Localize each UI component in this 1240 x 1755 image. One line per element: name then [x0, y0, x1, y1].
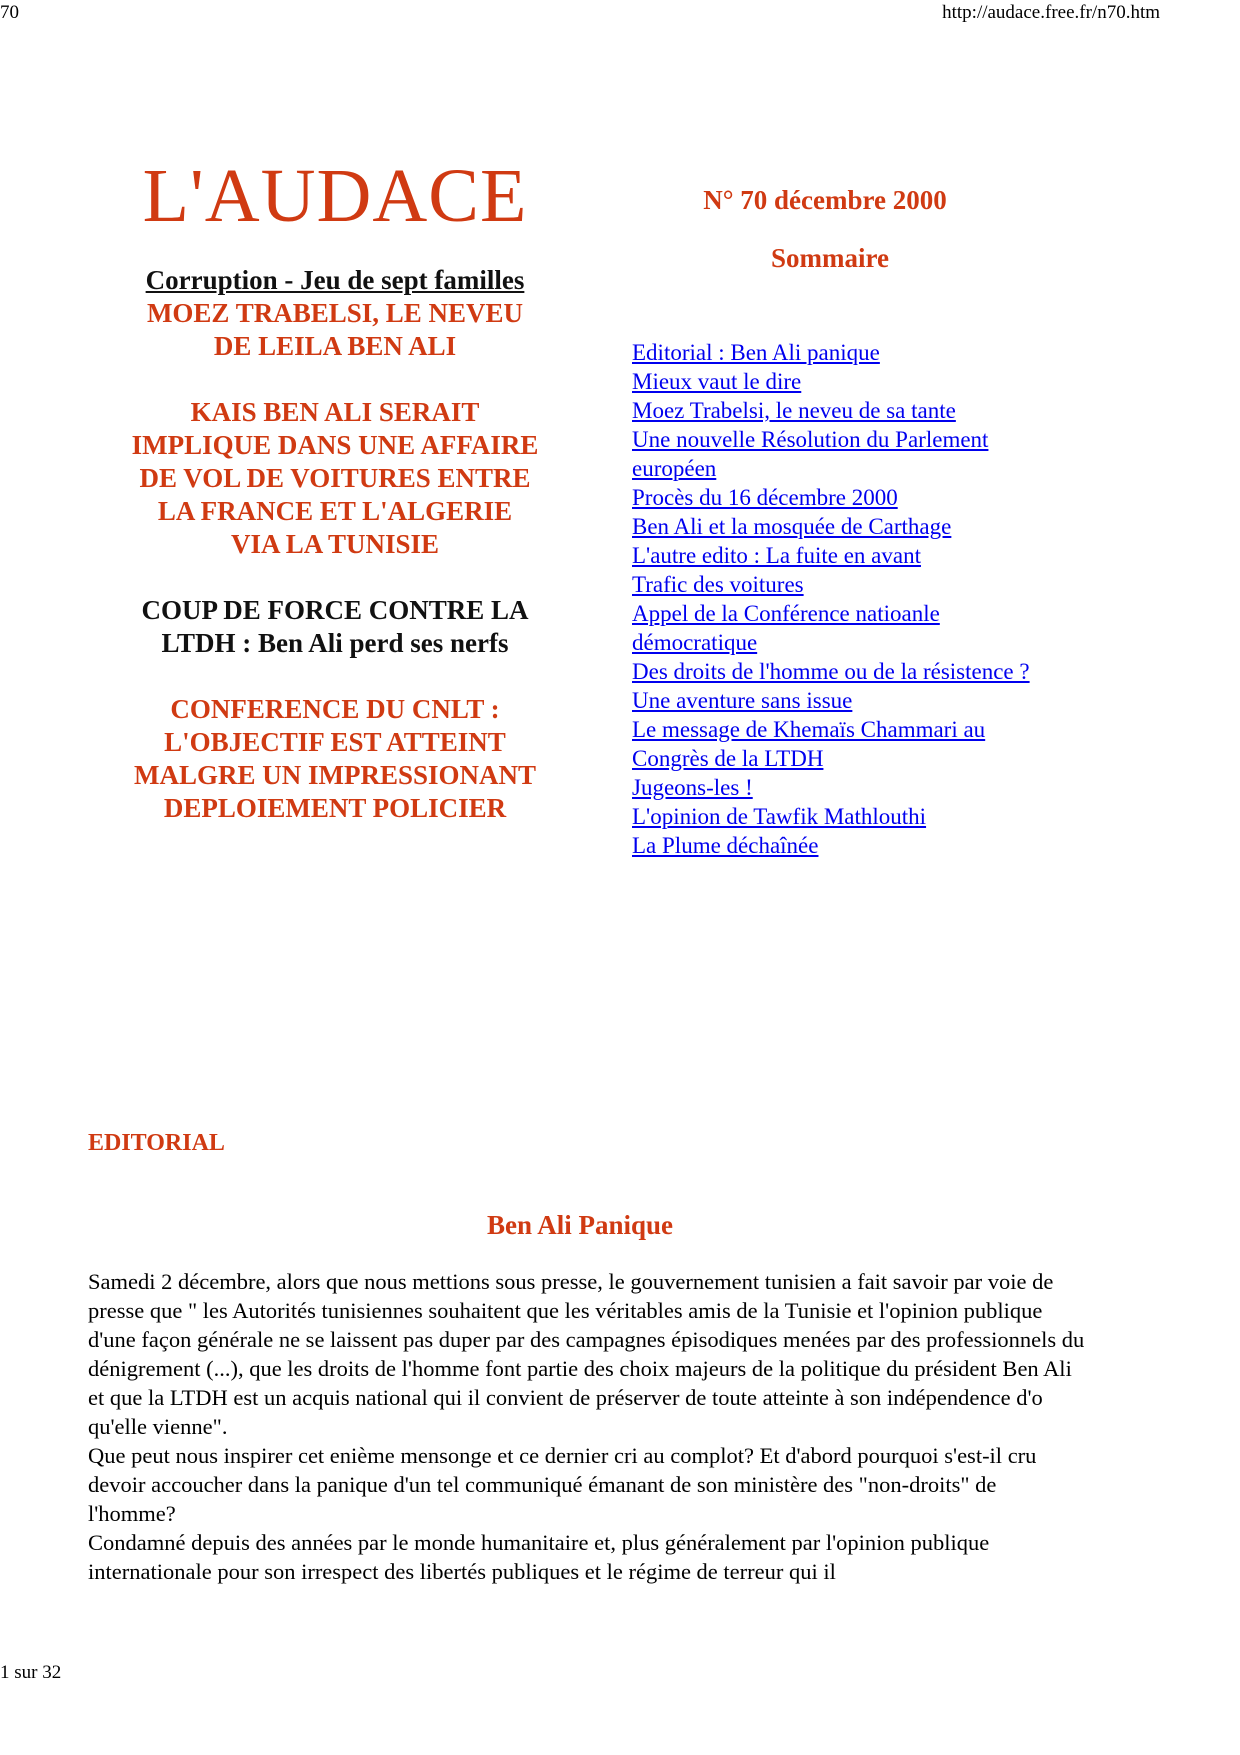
toc-link-moez-trabelsi[interactable]: Moez Trabelsi, le neveu de sa tante — [632, 398, 956, 423]
toc-link-droits[interactable]: Des droits de l'homme ou de la résistence ? — [632, 659, 1030, 684]
headline-ltdh: COUP DE FORCE CONTRE LA LTDH : Ben Ali perd ses nerfs — [141, 595, 529, 658]
toc-item — [632, 715, 1040, 773]
toc-item — [632, 512, 1040, 541]
toc-item — [632, 483, 1040, 512]
toc-link-resolution[interactable]: Une nouvelle Résolution du Parlement européen — [632, 427, 989, 481]
headlines-column — [130, 154, 540, 825]
toc-link-trafic[interactable]: Trafic des voitures — [632, 572, 804, 597]
editorial-paragraph: Que peut nous inspirer cet enième mensonge et ce dernier cri au complot? Et d'abord pourquoi s'est-il cru devoir accoucher dans la panique d'un tel communiqué émanant de son ministère des "non-droits" de l'homme? — [88, 1443, 1037, 1526]
headline-cnlt: CONFERENCE DU CNLT : L'OBJECTIF EST ATTEINT MALGRE UN IMPRESSIONANT DEPLOIEMENT POLICIER — [133, 694, 537, 823]
toc-item — [632, 802, 1040, 831]
toc-item — [632, 570, 1040, 599]
table-of-contents — [632, 338, 1040, 860]
toc-link-mathlouthi[interactable]: L'opinion de Tawfik Mathlouthi — [632, 804, 927, 829]
print-header-page-label: 70 — [0, 2, 19, 23]
toc-item — [632, 599, 1040, 657]
toc-item — [632, 541, 1040, 570]
toc-item — [632, 338, 1040, 367]
editorial-title: Ben Ali Panique — [486, 1210, 674, 1240]
toc-link-appel[interactable]: Appel de la Conférence natioanle démocratique — [632, 601, 940, 655]
toc-link-autre-edito[interactable]: L'autre edito : La fuite en avant — [632, 543, 921, 568]
headline-trabelsi — [130, 264, 540, 363]
toc-item — [632, 367, 1040, 396]
print-header-url: http://audace.free.fr/n70.htm — [942, 2, 1160, 23]
toc-item — [632, 425, 1040, 483]
toc-item — [632, 773, 1040, 802]
toc-link-jugeons[interactable]: Jugeons-les ! — [632, 775, 753, 800]
headline-title: MOEZ TRABELSI, LE NEVEU DE LEILA BEN ALI — [146, 298, 524, 361]
toc-item — [632, 396, 1040, 425]
editorial-section-label: EDITORIAL — [88, 1130, 225, 1156]
toc-link-mieux-vaut[interactable]: Mieux vaut le dire — [632, 369, 802, 394]
toc-link-plume[interactable]: La Plume déchaînée — [632, 833, 819, 858]
toc-link-aventure[interactable]: Une aventure sans issue — [632, 688, 853, 713]
summary-column — [620, 185, 1040, 860]
toc-item — [632, 657, 1040, 686]
issue-number: N° 70 décembre 2000 — [703, 185, 947, 215]
toc-link-editorial[interactable]: Editorial : Ben Ali panique — [632, 340, 880, 365]
sommaire-heading: Sommaire — [771, 243, 889, 273]
editorial-paragraph: Samedi 2 décembre, alors que nous mettions sous presse, le gouvernement tunisien a fait savoir par voie de presse que " les Autorités tunisiennes souhaitent que les véritables amis de la Tunisie et l'opinion publique d'une façon générale ne se laissent pas duper par des campagnes épisodiques menées par des professionnels du dénigrement (...), que les droits de l'homme font partie des choix majeurs de la politique du président Ben Ali et que la LTDH est un acquis national qui il convient de préserver de toute atteinte à son indépendence d'o qu'elle vienne". — [88, 1269, 1085, 1439]
headline-kais: KAIS BEN ALI SERAIT IMPLIQUE DANS UNE AFFAIRE DE VOL DE VOITURES ENTRE LA FRANCE ET L'ALGERIE VIA LA TUNISIE — [131, 397, 539, 559]
toc-link-chammari[interactable]: Le message de Khemaïs Chammari au Congrès de la LTDH — [632, 717, 986, 771]
toc-link-mosquee[interactable]: Ben Ali et la mosquée de Carthage — [632, 514, 952, 539]
toc-item — [632, 686, 1040, 715]
headline-kicker: Corruption - Jeu de sept familles — [145, 265, 525, 295]
print-footer-page-counter: 1 sur 32 — [0, 1662, 62, 1683]
toc-item — [632, 831, 1040, 860]
masthead-title: L'AUDACE — [142, 154, 528, 238]
editorial-body — [88, 1267, 1088, 1586]
toc-link-proces[interactable]: Procès du 16 décembre 2000 — [632, 485, 898, 510]
editorial-paragraph: Condamné depuis des années par le monde humanitaire et, plus généralement par l'opinion publique internationale pour son irrespect des libertés publiques et le régime de terreur qui il — [88, 1530, 990, 1584]
